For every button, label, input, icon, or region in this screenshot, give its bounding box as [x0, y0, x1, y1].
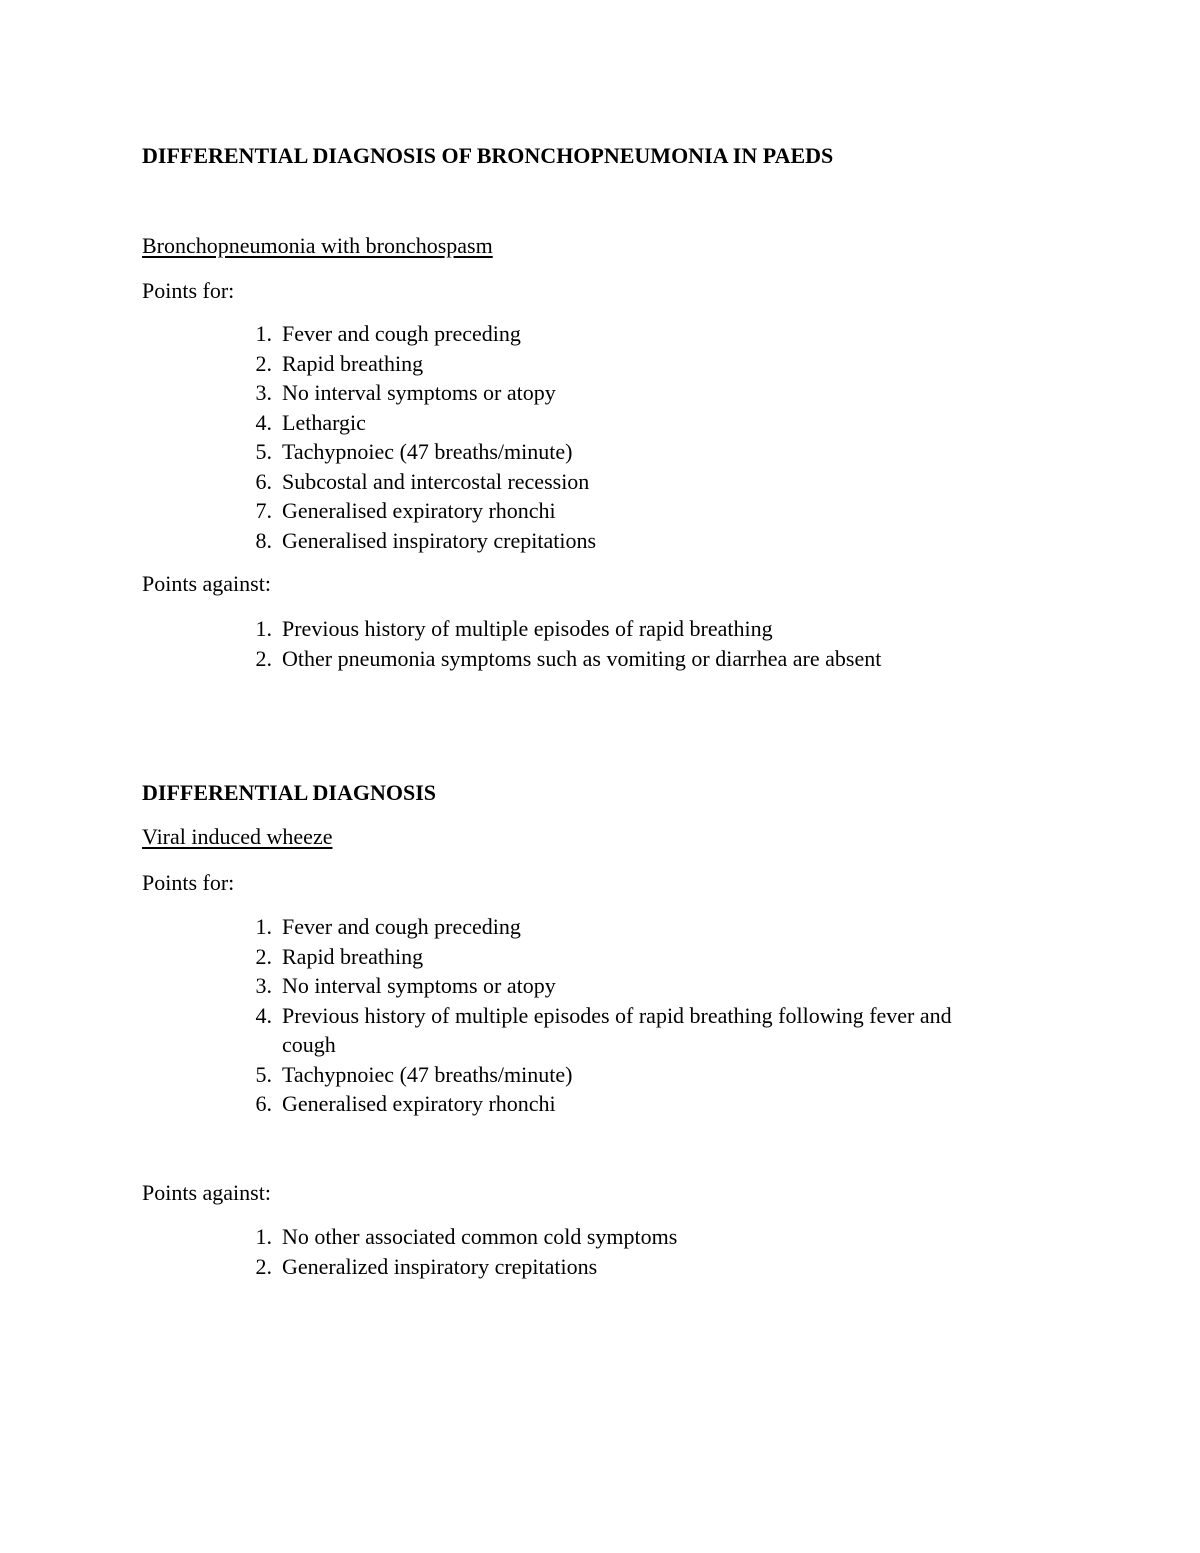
list-item-number: 6. — [255, 1091, 272, 1116]
section1-subtitle: Bronchopneumonia with bronchospasm — [142, 233, 493, 258]
list-item-number: 1. — [255, 1224, 272, 1249]
list-item-number: 1. — [255, 321, 272, 346]
section2-points-for-list — [142, 912, 1002, 1119]
list-item-number: 2. — [255, 350, 272, 376]
list-item-number: 3. — [255, 380, 272, 405]
list-item-text: Generalized inspiratory crepitations — [282, 1253, 598, 1279]
list-item — [142, 1222, 677, 1252]
list-item — [142, 467, 596, 497]
list-item — [142, 1252, 677, 1282]
list-item-text: Rapid breathing — [282, 943, 424, 969]
list-item — [142, 319, 596, 349]
list-item-number: 3. — [255, 973, 272, 998]
list-item-text: Other pneumonia symptoms such as vomiting or diarrhea are absent — [282, 645, 882, 671]
section1-points-against-label: Points against: — [142, 571, 271, 596]
section1-title: DIFFERENTIAL DIAGNOSIS OF BRONCHOPNEUMONIA IN PAEDS — [142, 143, 834, 168]
list-item-text: No interval symptoms or atopy — [282, 380, 556, 405]
list-item — [142, 614, 881, 644]
section2-subtitle: Viral induced wheeze — [142, 824, 333, 849]
list-item-text: No interval symptoms or atopy — [282, 973, 556, 998]
list-item-number: 6. — [255, 468, 272, 494]
list-item — [142, 408, 596, 438]
list-item-number: 4. — [255, 1002, 272, 1028]
list-item-text: Fever and cough preceding — [282, 321, 521, 346]
list-item-text: Subcostal and intercostal recession — [282, 468, 590, 494]
list-item-number: 1. — [255, 616, 272, 641]
list-item-text: Fever and cough preceding — [282, 914, 521, 939]
list-item-text: Tachypnoiec (47 breaths/minute) — [282, 439, 573, 464]
list-item-number: 5. — [255, 1061, 272, 1087]
list-item-text: Rapid breathing — [282, 350, 424, 376]
section2-points-against-label: Points against: — [142, 1180, 271, 1205]
list-item-text: Generalised inspiratory crepitations — [282, 527, 597, 553]
list-item-number: 7. — [255, 498, 272, 523]
list-item-number: 2. — [255, 645, 272, 671]
list-item-text: Previous history of multiple episodes of rapid breathing — [282, 616, 773, 641]
list-item — [142, 971, 1002, 1001]
list-item — [142, 1089, 1002, 1119]
section1-points-against-list — [142, 614, 881, 673]
list-item-text: No other associated common cold symptoms — [282, 1224, 678, 1249]
section2-points-for-label: Points for: — [142, 870, 235, 895]
list-item — [142, 378, 596, 408]
list-item — [142, 1060, 1002, 1090]
list-item-text: Tachypnoiec (47 breaths/minute) — [282, 1061, 573, 1087]
list-item-text: Generalised expiratory rhonchi — [282, 1091, 556, 1116]
list-item-text: Generalised expiratory rhonchi — [282, 498, 556, 523]
list-item — [142, 437, 596, 467]
section2-points-against-list — [142, 1222, 677, 1281]
list-item-number: 2. — [255, 1253, 272, 1279]
list-item — [142, 1001, 1002, 1060]
list-item — [142, 644, 881, 674]
list-item — [142, 496, 596, 526]
list-item — [142, 912, 1002, 942]
list-item-number: 2. — [255, 943, 272, 969]
list-item-number: 1. — [255, 914, 272, 939]
section1-points-for-label: Points for: — [142, 278, 235, 303]
list-item-text: Lethargic — [282, 409, 366, 435]
section1-points-for-list — [142, 319, 596, 555]
section2-title: DIFFERENTIAL DIAGNOSIS — [142, 780, 437, 805]
list-item — [142, 349, 596, 379]
list-item-number: 4. — [255, 409, 272, 435]
list-item — [142, 942, 1002, 972]
list-item-number: 5. — [255, 439, 272, 464]
list-item — [142, 526, 596, 556]
list-item-number: 8. — [255, 527, 272, 553]
list-item-text: Previous history of multiple episodes of rapid breathing following fever and cough — [282, 1002, 952, 1057]
